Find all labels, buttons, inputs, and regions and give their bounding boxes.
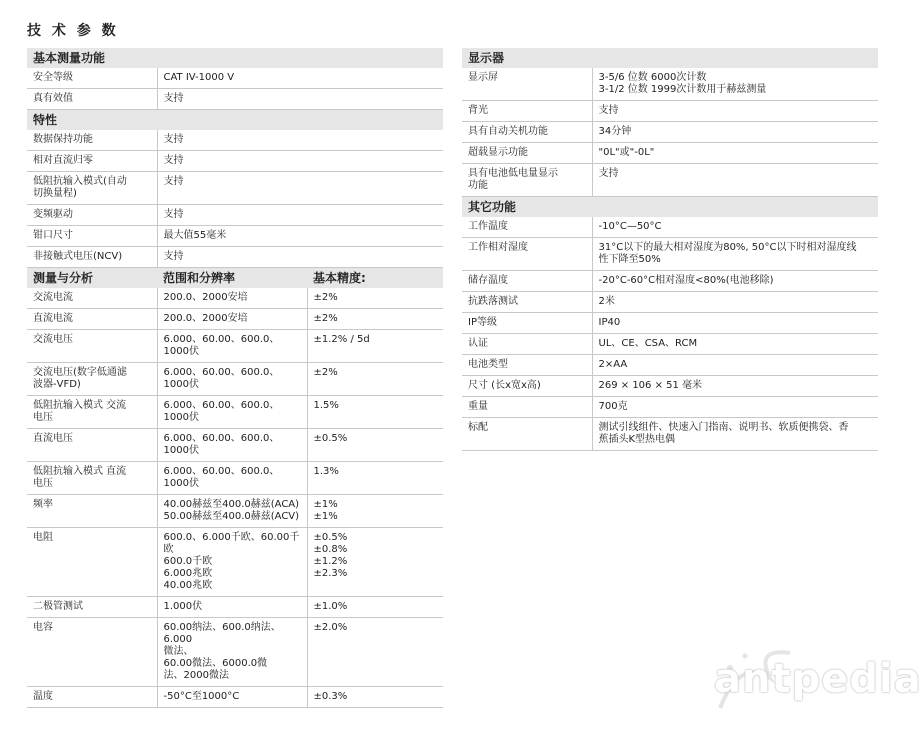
display-label: 超载显示功能 [462,143,592,164]
measure-range: 200.0、2000安培 [157,288,307,309]
measure-range: -50°C至1000°C [157,687,307,708]
measure-range: 6.000、60.00、600.0、1000伏 [157,462,307,495]
feature-label: 数据保持功能 [27,130,157,151]
feature-row [27,151,443,172]
measure-header-range: 范围和分辨率 [157,268,307,288]
other-label: 抗跌落测试 [462,292,592,313]
measure-accuracy: ±2.0% [307,618,443,687]
other-label: 储存温度 [462,271,592,292]
measure-range: 6.000、60.00、600.0、1000伏 [157,396,307,429]
display-label: 具有电池低电量显示 功能 [462,164,592,197]
measure-range: 40.00赫兹至400.0赫兹(ACA) 50.00赫兹至400.0赫兹(ACV) [157,495,307,528]
measure-accuracy: ±1.0% [307,597,443,618]
other-row [462,376,878,397]
display-label: 具有自动关机功能 [462,122,592,143]
measure-accuracy: ±2% [307,363,443,396]
display-label: 显示屏 [462,68,592,101]
other-label: 认证 [462,334,592,355]
measure-row [27,462,443,495]
measure-range: 200.0、2000安培 [157,309,307,330]
other-row [462,292,878,313]
measure-range: 6.000、60.00、600.0、1000伏 [157,363,307,396]
measure-row [27,495,443,528]
page-title: 技 术 参 数 [27,23,119,39]
measure-label: 交流电流 [27,288,157,309]
measure-accuracy: ±2% [307,309,443,330]
other-value: 测试引线组件、快速入门指南、说明书、软质便携袋、香 蕉插头K型热电偶 [592,418,878,451]
other-value: -20°C-60°C相对湿度<80%(电池移除) [592,271,878,292]
measure-accuracy: ±0.5% [307,429,443,462]
display-row [462,164,878,197]
left-spec-column [27,48,443,708]
other-row [462,334,878,355]
watermark-text: antpedia [714,656,922,702]
other-value: IP40 [592,313,878,334]
measure-label: 低阻抗输入模式 直流 电压 [27,462,157,495]
basic-value: CAT IV-1000 V [157,68,443,89]
feature-value: 最大值55毫米 [157,226,443,247]
feature-row [27,205,443,226]
measure-row [27,687,443,708]
measure-label: 电容 [27,618,157,687]
measure-row [27,597,443,618]
other-label: IP等级 [462,313,592,334]
measure-accuracy: 1.5% [307,396,443,429]
other-row [462,397,878,418]
measure-range: 6.000、60.00、600.0、1000伏 [157,330,307,363]
measure-row [27,363,443,396]
measure-label: 交流电压(数字低通滤 波器-VFD) [27,363,157,396]
measure-row [27,528,443,597]
measure-range: 60.00纳法、600.0纳法、6.000 微法、 60.00微法、6000.0微 法、2000微法 [157,618,307,687]
feature-label: 钳口尺寸 [27,226,157,247]
measure-range: 600.0、6.000千欧、60.00千欧 600.0千欧 6.000兆欧 40.00兆欧 [157,528,307,597]
other-row [462,238,878,271]
measure-accuracy: ±0.5% ±0.8% ±1.2% ±2.3% [307,528,443,597]
other-row [462,355,878,376]
section-header-features: 特性 [27,110,443,131]
measure-label: 交流电压 [27,330,157,363]
right-spec-column [462,48,878,451]
measure-row [27,396,443,429]
other-row [462,313,878,334]
measure-label: 电阻 [27,528,157,597]
measure-header-label: 测量与分析 [27,268,157,288]
display-value: 3-5/6 位数 6000次计数 3-1/2 位数 1999次计数用于赫兹测量 [592,68,878,101]
display-label: 背光 [462,101,592,122]
other-value: 2米 [592,292,878,313]
display-row [462,143,878,164]
feature-value: 支持 [157,151,443,172]
other-label: 尺寸 (长x宽x高) [462,376,592,397]
display-row [462,122,878,143]
other-row [462,217,878,238]
feature-value: 支持 [157,205,443,226]
basic-row [27,89,443,110]
basic-row [27,68,443,89]
basic-label: 真有效值 [27,89,157,110]
measure-table [27,268,443,708]
display-value: "0L"或"-0L" [592,143,878,164]
measure-label: 频率 [27,495,157,528]
feature-row [27,247,443,268]
other-value: -10°C—50°C [592,217,878,238]
measure-accuracy: 1.3% [307,462,443,495]
display-row [462,68,878,101]
basic-measure-table [27,48,443,268]
display-row [462,101,878,122]
measure-label: 直流电压 [27,429,157,462]
other-label: 电池类型 [462,355,592,376]
other-value: UL、CE、CSA、RCM [592,334,878,355]
feature-label: 相对直流归零 [27,151,157,172]
measure-accuracy: ±0.3% [307,687,443,708]
other-value: 269 × 106 × 51 毫米 [592,376,878,397]
feature-label: 非接触式电压(NCV) [27,247,157,268]
measure-row [27,309,443,330]
basic-value: 支持 [157,89,443,110]
other-label: 工作温度 [462,217,592,238]
display-value: 34分钟 [592,122,878,143]
measure-accuracy: ±2% [307,288,443,309]
feature-label: 变频驱动 [27,205,157,226]
other-label: 标配 [462,418,592,451]
other-label: 工作相对湿度 [462,238,592,271]
measure-header-accuracy: 基本精度: [307,268,443,288]
section-header-other: 其它功能 [462,197,878,218]
measure-row [27,618,443,687]
feature-value: 支持 [157,130,443,151]
other-label: 重量 [462,397,592,418]
other-row [462,418,878,451]
other-value: 700克 [592,397,878,418]
measure-row [27,330,443,363]
feature-value: 支持 [157,172,443,205]
measure-row [27,288,443,309]
other-row [462,271,878,292]
other-value: 2×AA [592,355,878,376]
measure-accuracy: ±1% ±1% [307,495,443,528]
measure-range: 1.000伏 [157,597,307,618]
section-header-display: 显示器 [462,48,878,68]
measure-label: 温度 [27,687,157,708]
measure-label: 直流电流 [27,309,157,330]
measure-label: 低阻抗输入模式 交流 电压 [27,396,157,429]
measure-accuracy: ±1.2% / 5d [307,330,443,363]
display-value: 支持 [592,164,878,197]
feature-row [27,172,443,205]
feature-row [27,226,443,247]
measure-row [27,429,443,462]
section-header-basic: 基本测量功能 [27,48,443,68]
display-value: 支持 [592,101,878,122]
feature-value: 支持 [157,247,443,268]
other-value: 31°C以下的最大相对湿度为80%, 50°C以下时相对湿度线 性下降至50% [592,238,878,271]
measure-range: 6.000、60.00、600.0、1000伏 [157,429,307,462]
measure-label: 二极管测试 [27,597,157,618]
display-table [462,48,878,451]
feature-row [27,130,443,151]
feature-label: 低阻抗输入模式(自动 切换量程) [27,172,157,205]
basic-label: 安全等级 [27,68,157,89]
